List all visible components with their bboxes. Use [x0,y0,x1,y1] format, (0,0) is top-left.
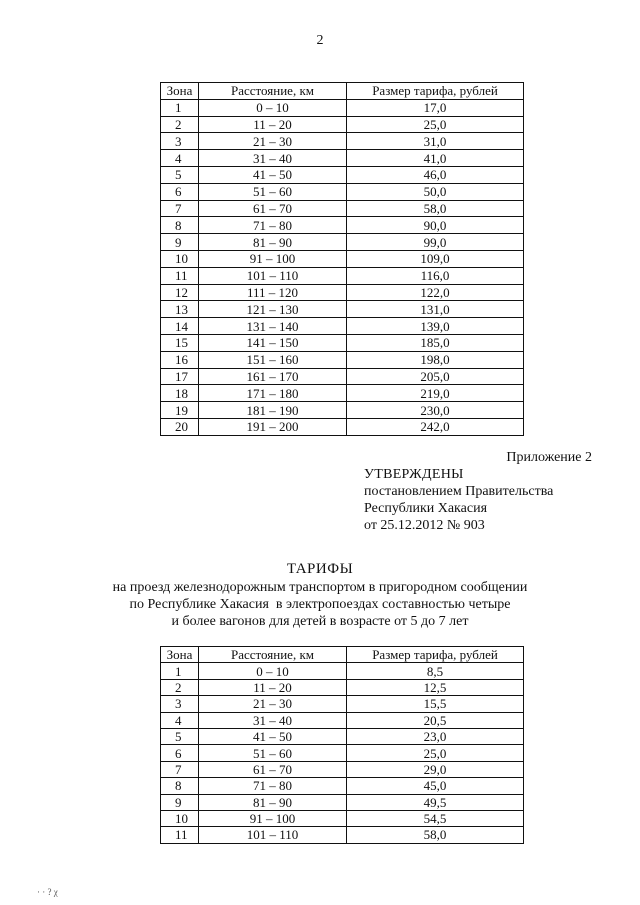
table2-body [161,663,524,843]
zone-cell: 4 [161,150,199,167]
tariff-cell: 90,0 [347,217,524,234]
tariff-cell: 230,0 [347,402,524,419]
table-row [161,150,524,167]
tariffs-subtitle-1: на проезд железнодорожным транспортом в пригородном сообщении [112,580,528,595]
zone-cell: 12 [161,284,199,301]
zone-cell: 5 [161,728,199,744]
distance-cell: 21 – 30 [199,696,347,712]
table-header-row [161,83,524,100]
distance-cell: 161 – 170 [199,368,347,385]
distance-cell: 31 – 40 [199,712,347,728]
table-row [161,761,524,777]
distance-cell: 91 – 100 [199,250,347,267]
table-row [161,334,524,351]
table-row [161,250,524,267]
table-row [161,728,524,744]
zone-cell: 8 [161,217,199,234]
distance-cell: 71 – 80 [199,778,347,794]
distance-cell: 101 – 110 [199,267,347,284]
table-row [161,133,524,150]
zone-cell: 6 [161,183,199,200]
tariff-cell: 205,0 [347,368,524,385]
table-row [161,778,524,794]
zone-cell: 7 [161,200,199,217]
zone-cell: 11 [161,827,199,843]
distance-cell: 101 – 110 [199,827,347,843]
tariff-cell: 116,0 [347,267,524,284]
table-row [161,810,524,826]
table-row [161,794,524,810]
tariff-cell: 109,0 [347,250,524,267]
tariff-cell: 58,0 [347,200,524,217]
distance-cell: 51 – 60 [199,183,347,200]
zone-cell: 7 [161,761,199,777]
distance-cell: 0 – 10 [199,99,347,116]
table-header-row [161,647,524,663]
tariff-cell: 58,0 [347,827,524,843]
table-row [161,663,524,679]
header-distance: Расстояние, км [199,647,347,663]
header-tariff: Размер тарифа, рублей [347,83,524,100]
distance-cell: 51 – 60 [199,745,347,761]
tariff-cell: 50,0 [347,183,524,200]
table1-body [161,99,524,435]
distance-cell: 31 – 40 [199,150,347,167]
distance-cell: 151 – 160 [199,351,347,368]
tariff-cell: 25,0 [347,116,524,133]
tariff-cell: 139,0 [347,318,524,335]
tariff-cell: 131,0 [347,301,524,318]
zone-cell: 9 [161,794,199,810]
header-zone: Зона [161,647,199,663]
zone-cell: 5 [161,166,199,183]
zone-cell: 4 [161,712,199,728]
table-row [161,234,524,251]
distance-cell: 141 – 150 [199,334,347,351]
tariff-cell: 31,0 [347,133,524,150]
zone-cell: 9 [161,234,199,251]
tariffs-subtitle-2: по Республике Хакасия в электропоездах составностью четыре [129,597,511,612]
approved-title: УТВЕРЖДЕНЫ [364,467,464,482]
distance-cell: 41 – 50 [199,166,347,183]
zone-cell: 17 [161,368,199,385]
zone-cell: 8 [161,778,199,794]
table-row [161,116,524,133]
zone-cell: 2 [161,679,199,695]
table-row [161,385,524,402]
zone-cell: 14 [161,318,199,335]
tariff-cell: 219,0 [347,385,524,402]
approved-line-2: Республики Хакасия [364,501,488,516]
table-row [161,696,524,712]
tariff-cell: 41,0 [347,150,524,167]
distance-cell: 61 – 70 [199,761,347,777]
table-row [161,166,524,183]
tariff-cell: 185,0 [347,334,524,351]
zone-cell: 1 [161,663,199,679]
distance-cell: 21 – 30 [199,133,347,150]
zone-cell: 1 [161,99,199,116]
footer-mark: · · ? χ [37,887,58,897]
zone-cell: 16 [161,351,199,368]
distance-cell: 61 – 70 [199,200,347,217]
page-number: 2 [316,33,324,48]
tariff-cell: 23,0 [347,728,524,744]
tariff-table-children [160,646,524,844]
tariff-cell: 15,5 [347,696,524,712]
zone-cell: 10 [161,250,199,267]
zone-cell: 6 [161,745,199,761]
appendix-label: Приложение 2 [506,450,592,465]
table-row [161,827,524,843]
header-zone: Зона [161,83,199,100]
tariff-cell: 29,0 [347,761,524,777]
distance-cell: 41 – 50 [199,728,347,744]
distance-cell: 171 – 180 [199,385,347,402]
table-row [161,284,524,301]
tariff-cell: 12,5 [347,679,524,695]
distance-cell: 181 – 190 [199,402,347,419]
distance-cell: 121 – 130 [199,301,347,318]
distance-cell: 131 – 140 [199,318,347,335]
table-row [161,99,524,116]
tariffs-subtitle-3: и более вагонов для детей в возрасте от 5 до 7 лет [171,614,469,629]
zone-cell: 3 [161,133,199,150]
zone-cell: 15 [161,334,199,351]
distance-cell: 111 – 120 [199,284,347,301]
header-tariff: Размер тарифа, рублей [347,647,524,663]
tariff-cell: 198,0 [347,351,524,368]
approval-block [364,466,553,534]
header-distance: Расстояние, км [199,83,347,100]
zone-cell: 20 [161,418,199,435]
table-row [161,418,524,435]
tariff-cell: 54,5 [347,810,524,826]
distance-cell: 0 – 10 [199,663,347,679]
tariff-cell: 17,0 [347,99,524,116]
tariff-cell: 25,0 [347,745,524,761]
table-row [161,745,524,761]
table-row [161,183,524,200]
tariff-cell: 8,5 [347,663,524,679]
zone-cell: 10 [161,810,199,826]
table-row [161,351,524,368]
tariff-cell: 45,0 [347,778,524,794]
distance-cell: 11 – 20 [199,116,347,133]
tariff-cell: 46,0 [347,166,524,183]
table-row [161,217,524,234]
tariffs-title: ТАРИФЫ [286,561,354,577]
distance-cell: 81 – 90 [199,234,347,251]
zone-cell: 19 [161,402,199,419]
approved-line-1: постановлением Правительства [364,484,554,499]
distance-cell: 191 – 200 [199,418,347,435]
distance-cell: 71 – 80 [199,217,347,234]
tariff-cell: 242,0 [347,418,524,435]
table-row [161,301,524,318]
distance-cell: 91 – 100 [199,810,347,826]
zone-cell: 18 [161,385,199,402]
tariff-cell: 122,0 [347,284,524,301]
tariff-cell: 99,0 [347,234,524,251]
table-row [161,200,524,217]
table-row [161,402,524,419]
tariff-cell: 20,5 [347,712,524,728]
table-row [161,712,524,728]
zone-cell: 13 [161,301,199,318]
tariffs-heading [0,561,640,630]
tariff-cell: 49,5 [347,794,524,810]
table-row [161,679,524,695]
table-row [161,267,524,284]
tariff-table-adult [160,82,524,436]
distance-cell: 81 – 90 [199,794,347,810]
zone-cell: 3 [161,696,199,712]
zone-cell: 2 [161,116,199,133]
table-row [161,368,524,385]
table-row [161,318,524,335]
distance-cell: 11 – 20 [199,679,347,695]
approved-line-3: от 25.12.2012 № 903 [364,518,485,533]
zone-cell: 11 [161,267,199,284]
